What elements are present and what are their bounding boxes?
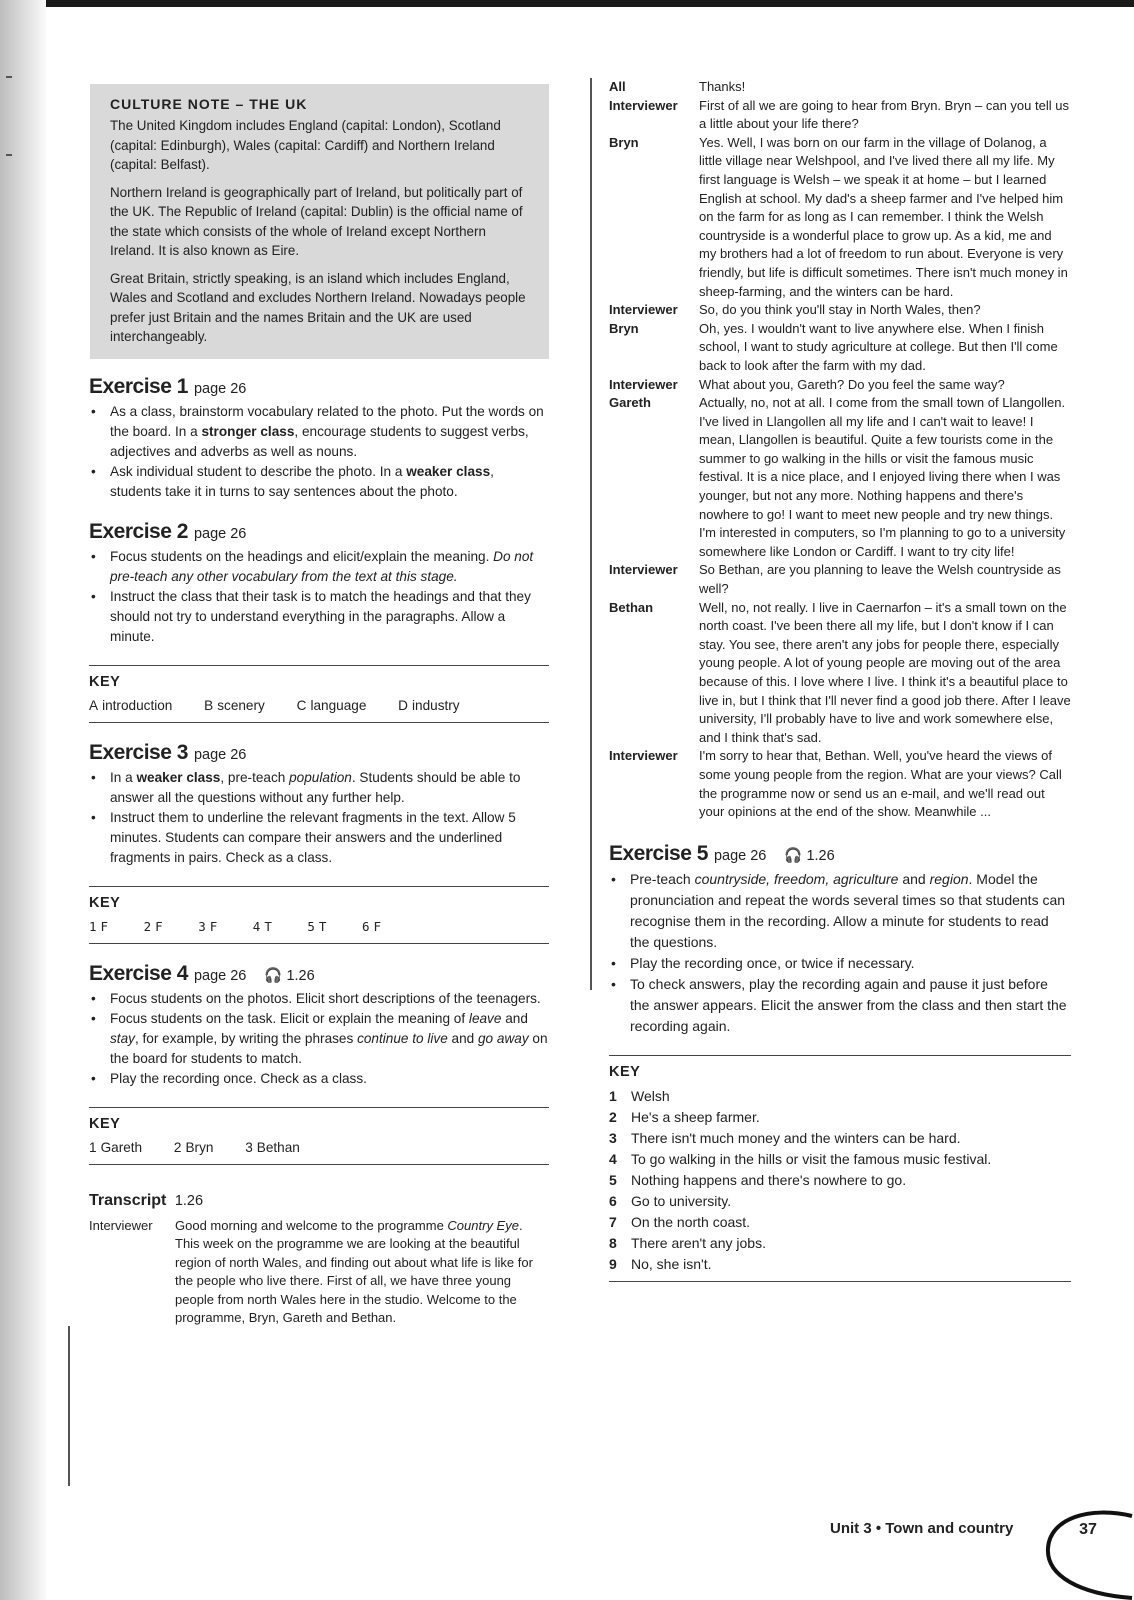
exercise2-key xyxy=(89,665,549,723)
list-item: • Focus students on the photos. Elicit short descriptions of the teenagers. xyxy=(89,989,549,1009)
list-item: 5 Nothing happens and there's nowhere to go. xyxy=(609,1171,907,1188)
transcript-heading: Transcript 1.26 xyxy=(89,1191,204,1209)
margin-mark xyxy=(6,76,12,78)
list-item: • Ask individual student to describe the photo. In a weaker class, students take it in turns to say sentences about the photo. xyxy=(89,462,549,502)
dialogue-row xyxy=(609,301,1071,320)
speaker-line: Oh, yes. I wouldn't want to live anywhere else. When I finish school, I want to study agriculture at college. But then I'll come back to look after the farm with my dad. xyxy=(699,320,1058,373)
key-answers: 1 Gareth 2 Bryn 3 Bethan xyxy=(89,1139,300,1155)
speaker-line: So, do you think you'll stay in North Wales, then? xyxy=(699,302,981,318)
list-item: • Play the recording once, or twice if necessary. xyxy=(609,953,1071,974)
list-item: 9 No, she isn't. xyxy=(609,1255,712,1272)
culture-note-title: CULTURE NOTE – THE UK xyxy=(110,96,308,112)
dialogue-table xyxy=(609,78,1071,822)
transcript-rule xyxy=(68,1326,70,1486)
dialogue-row xyxy=(609,134,1071,301)
transcript-table xyxy=(89,1217,549,1329)
list-item: 3 There isn't much money and the winters can be hard. xyxy=(609,1129,961,1146)
page-reference: page 26 xyxy=(193,746,247,763)
speaker-label: Bethan xyxy=(609,599,654,615)
speaker-label: Interviewer xyxy=(609,376,678,392)
speaker-label: Interviewer xyxy=(609,562,678,578)
page-reference: page 26 xyxy=(193,967,247,984)
right-column xyxy=(609,78,1071,1282)
dialogue-row xyxy=(609,376,1071,395)
column-divider xyxy=(590,78,592,990)
exercise5-heading: Exercise 5 page 26 🎧 1.26 xyxy=(609,841,835,865)
exercise4-key xyxy=(89,1107,549,1165)
unit-label: Unit 3 • Town and country xyxy=(830,1520,1014,1537)
culture-note-box xyxy=(90,84,549,359)
margin-mark xyxy=(6,154,12,156)
list-item: 8 There aren't any jobs. xyxy=(609,1234,766,1251)
speaker-label: Interviewer xyxy=(609,748,678,764)
speaker-line: Actually, no, not at all. I come from the small town of Llangollen. I've lived in Llangollen all my life and I can't wait to leave! I mean, Llangollen is beautiful. Quite a few tourists come in the summer to go walking in the hills or visit the famous music festival. It is a nice place, and I enjoyed living there when I was younger, but not any more. Nothing happens and there's nowhere to go! I want to meet new people and try new things. I'm interested in computers, so I'm planning to go to a university somewhere like London or Cardiff. I want to try city life! xyxy=(699,395,1066,559)
exercise4-steps xyxy=(89,989,549,1089)
page-number: 37 xyxy=(1079,1521,1097,1538)
speaker-label: Interviewer xyxy=(609,97,678,113)
list-item: • Pre-teach countryside, freedom, agriculture and region. Model the pronunciation and repeat the words several times so that students can recognise them in the recording. Allow a minute for students to read the questions. xyxy=(609,869,1071,953)
exercise1-steps xyxy=(89,402,549,502)
dialogue-row xyxy=(609,78,1071,97)
speaker-line: So Bethan, are you planning to leave the Welsh countryside as well? xyxy=(699,562,1061,597)
page-reference: page 26 xyxy=(713,847,767,864)
speaker-line: Well, no, not really. I live in Caernarfon – it's a small town on the north coast. I've been there all my life, but I don't know if I can stay. You see, there aren't any jobs for people there, especially young people. A lot of young people are moving out of the area because of this. I love where I live. I think it's a beautiful place to live in, but I think that I'll never find a good job there. After I leave university, I'll probably have to live and work somewhere else, and I think that's sad. xyxy=(699,599,1071,745)
top-edge-bar xyxy=(0,0,1134,7)
exercise3-heading: Exercise 3 page 26 xyxy=(89,740,247,764)
left-column xyxy=(89,84,549,1328)
list-item: 4 To go walking in the hills or visit the famous music festival. xyxy=(609,1150,992,1167)
list-item: • To check answers, play the recording again and pause it just before the answer appears. Elicit the answer from the class and then start the recording again. xyxy=(609,974,1071,1037)
exercise2-steps xyxy=(89,547,549,647)
speaker-label: Bryn xyxy=(609,134,639,150)
key-title: KEY xyxy=(89,894,121,911)
key-title: KEY xyxy=(609,1063,641,1080)
list-item: • Focus students on the headings and elicit/explain the meaning. Do not pre-teach any other vocabulary from the text at this stage. xyxy=(89,547,549,587)
speaker-line: Good morning and welcome to the programme Country Eye. This week on the programme we are looking at the beautiful region of north Wales, and finding out about what life is like for the people who live there. First of all, we have three young people from north Wales here in the studio. Welcome to the programme, Bryn, Gareth and Bethan. xyxy=(175,1217,533,1326)
dialogue-row xyxy=(609,320,1071,376)
headphones-icon: 🎧 xyxy=(784,847,803,864)
speaker-label: Bryn xyxy=(609,320,639,336)
list-item: • Instruct them to underline the relevant fragments in the text. Allow 5 minutes. Students can compare their answers and the underlined fragments in pairs. Check as a class. xyxy=(89,808,549,868)
exercise5-key xyxy=(609,1055,1071,1282)
speaker-line: Thanks! xyxy=(699,79,746,94)
list-item: • As a class, brainstorm vocabulary related to the photo. Put the words on the board. In a stronger class, encourage students to suggest verbs, adjectives and adverbs as well as nouns. xyxy=(89,402,549,462)
exercise3-steps xyxy=(89,768,549,868)
list-item: • In a weaker class, pre-teach population. Students should be able to answer all the questions without any further help. xyxy=(89,768,549,808)
speaker-line: What about you, Gareth? Do you feel the same way? xyxy=(699,376,1005,392)
key-answers xyxy=(609,1086,1071,1275)
list-item: • Play the recording once. Check as a class. xyxy=(89,1069,549,1089)
key-answers: 1 F 2 F 3 F 4 T 5 T 6 F xyxy=(89,918,382,934)
dialogue-row xyxy=(609,747,1071,821)
culture-note-paragraph: Northern Ireland is geographically part of Ireland, but politically part of the UK. The Republic of Ireland (capital: Dublin) is the official name of the state which consists of the whole of Ireland except Northern Ireland. It is also known as Eire. xyxy=(110,184,523,258)
list-item: • Focus students on the task. Elicit or explain the meaning of leave and stay, for example, by writing the phrases continue to live and go away on the board for students to match. xyxy=(89,1009,549,1069)
speaker-label: Gareth xyxy=(609,395,651,411)
culture-note-paragraph: Great Britain, strictly speaking, is an island which includes England, Wales and Scotland and excludes Northern Ireland. Nowadays people prefer just Britain and the names Britain and the UK are used interchangeably. xyxy=(110,270,526,344)
key-title: KEY xyxy=(89,1115,121,1132)
exercise5-steps xyxy=(609,869,1071,1037)
dialogue-row xyxy=(609,599,1071,748)
dialogue-row xyxy=(609,561,1071,598)
speaker-line: Yes. Well, I was born on our farm in the village of Dolanog, a little village near Welshpool, and I've lived there all my life. My first language is Welsh – we speak it at home – but I learned English at school. My dad's a sheep farmer and I've helped him on the farm for as long as I can remember. I think the Welsh countryside is a wonderful place to grow up. As a kid, me and my brothers had a lot of freedom to run about. Everyone is very friendly, but life is difficult sometimes. There isn't much money in sheep-farming, and the winters can be hard. xyxy=(699,134,1068,299)
exercise2-heading: Exercise 2 page 26 xyxy=(89,519,247,543)
speaker-line: I'm sorry to hear that, Bethan. Well, you've heard the views of some young people from the region. What are your views? Call the programme now or send us an e-mail, and we'll read out your opinions at the end of the show. Meanwhile ... xyxy=(699,748,1062,820)
key-answers: A introduction B scenery C language D industry xyxy=(89,697,460,713)
page-footer xyxy=(830,1520,1097,1538)
list-item: 2 He's a sheep farmer. xyxy=(609,1108,760,1125)
speaker-label: Interviewer xyxy=(89,1217,153,1233)
headphones-icon: 🎧 xyxy=(264,967,283,984)
book-spine-shadow xyxy=(0,0,46,1600)
exercise1-heading: Exercise 1 page 26 xyxy=(89,374,247,398)
transcript-row xyxy=(89,1217,549,1329)
page-reference: page 26 xyxy=(193,380,247,397)
dialogue-row xyxy=(609,97,1071,134)
dialogue-row xyxy=(609,394,1071,561)
exercise3-key xyxy=(89,886,549,944)
list-item: 6 Go to university. xyxy=(609,1192,732,1209)
list-item: 7 On the north coast. xyxy=(609,1213,751,1230)
list-item: • Instruct the class that their task is to match the headings and that they should not try to understand everything in the paragraphs. Allow a minute. xyxy=(89,587,549,647)
culture-note-paragraph: The United Kingdom includes England (capital: London), Scotland (capital: Edinburgh), Wales (capital: Cardiff) and Northern Ireland (capital: Belfast). xyxy=(110,118,501,172)
exercise4-heading: Exercise 4 page 26 🎧 1.26 xyxy=(89,961,315,985)
speaker-label: Interviewer xyxy=(609,302,678,318)
speaker-line: First of all we are going to hear from Bryn. Bryn – can you tell us a little about your life there? xyxy=(699,97,1069,132)
list-item: 1 Welsh xyxy=(609,1087,670,1104)
key-title: KEY xyxy=(89,673,121,690)
page-reference: page 26 xyxy=(193,525,247,542)
speaker-label: All xyxy=(609,79,626,94)
